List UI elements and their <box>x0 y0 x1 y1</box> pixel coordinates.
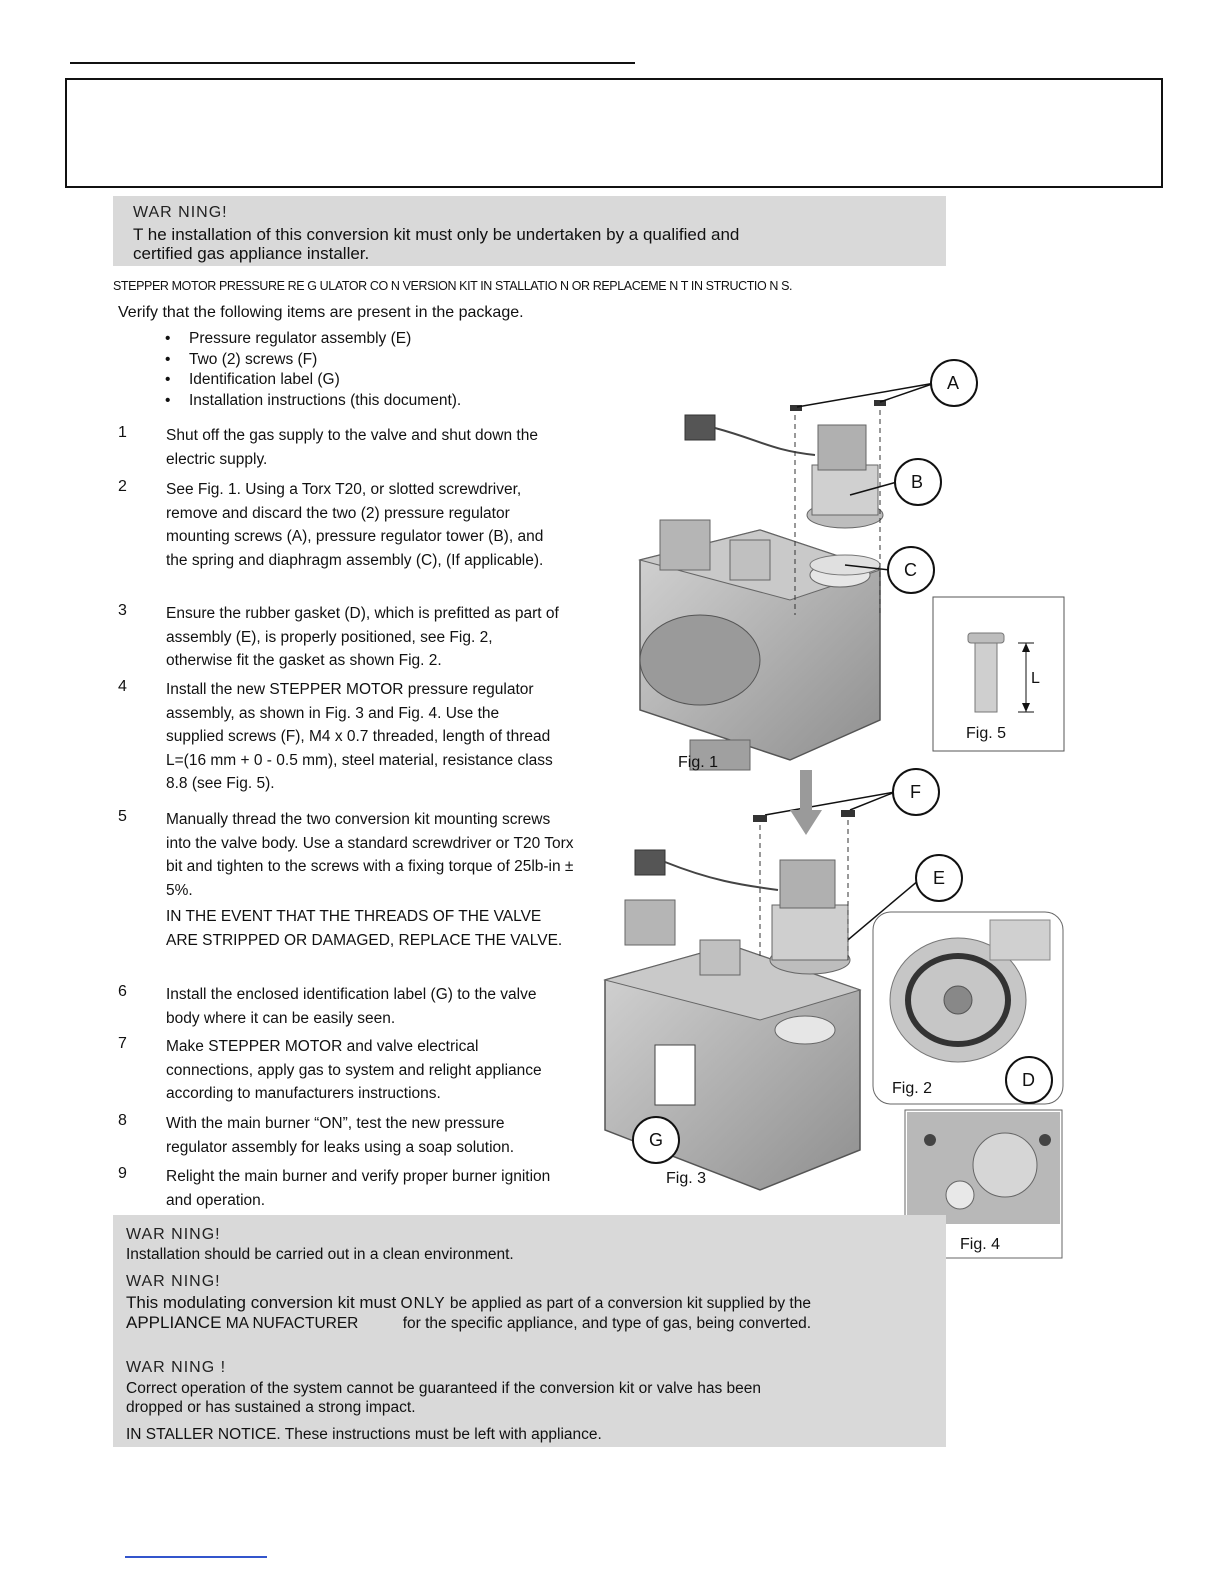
step-number: 6 <box>118 983 127 1000</box>
fig4-caption: Fig. 4 <box>960 1236 1001 1253</box>
step-number: 3 <box>118 602 127 619</box>
section-title: STEPPER MOTOR PRESSURE RE G ULATOR CO N VERSION KIT IN STALLATIO N OR REPLACEME N T IN STRUCTIO N S. <box>113 279 793 293</box>
warning-text: Installation should be carried out in a clean environment. <box>126 1246 514 1263</box>
step-number: 1 <box>118 424 127 441</box>
warning-title: WAR NING! <box>126 1226 221 1243</box>
fig2-caption: Fig. 2 <box>892 1080 933 1097</box>
footer-link-underline[interactable] <box>125 1556 267 1558</box>
intro-text: Verify that the following items are present in the package. <box>118 304 524 321</box>
callout-l: L <box>1031 670 1040 687</box>
step-text: Install the new STEPPER MOTOR pressure regulator assembly, as shown in Fig. 3 and Fig. 4. Use the supplied screws (F), M4 x 0.7 threaded, length of thread L=(16 mm + 0 - 0.5 mm), steel material, resistance class 8.8 (see Fig. 5). <box>166 681 553 792</box>
list-item: • Pressure regulator assembly (E) <box>165 330 412 347</box>
callout-g: G <box>649 1130 664 1150</box>
list-item: • Installation instructions (this document). <box>165 391 462 409</box>
step-text: Manually thread the two conversion kit mounting screws into the valve body. Use a standard screwdriver or T20 Torx bit and tighten to the screws with a fixing torque of 25lb-in ± 5%. <box>166 811 574 899</box>
callout-f: F <box>910 782 921 802</box>
step-text: Make STEPPER MOTOR and valve electrical connections, apply gas to system and relight appliance according to manufacturers instructions. <box>166 1038 542 1102</box>
warning-title: WAR NING! <box>126 1273 221 1290</box>
callout-d: D <box>1022 1070 1035 1090</box>
top-warning-title: WAR NING! <box>133 204 228 221</box>
installer-notice: IN STALLER NOTICE. These instructions must be left with appliance. <box>126 1426 602 1443</box>
callout-b: B <box>911 472 924 492</box>
down-arrow-icon <box>790 770 822 835</box>
step-number: 2 <box>118 478 127 495</box>
list-item: • Two (2) screws (F) <box>165 350 318 368</box>
warning-title: WAR NING ! <box>126 1359 227 1376</box>
top-warning-text: T he installation of this conversion kit must only be undertaken by a qualified and certified gas appliance installer. <box>133 225 740 263</box>
list-item: • Identification label (G) <box>165 371 340 388</box>
step-number: 4 <box>118 678 127 695</box>
warning-text: This modulating conversion kit must ONLY be applied as part of a conversion kit supplied by the APPLIANCE MA NUFACTURER for the specific appliance, and type of gas, being converted. <box>126 1293 812 1332</box>
step-text: Install the enclosed identification label (G) to the valve body where it can be easily seen. <box>166 986 537 1027</box>
callout-e: E <box>933 868 946 888</box>
bottom-warning-box <box>113 1215 946 1447</box>
step-text: Shut off the gas supply to the valve and shut down the electric supply. <box>166 427 538 468</box>
fig3-caption: Fig. 3 <box>666 1170 707 1187</box>
step-number: 7 <box>118 1035 127 1052</box>
step-number: 5 <box>118 808 127 825</box>
step-number: 8 <box>118 1112 127 1129</box>
step-text: With the main burner “ON”, test the new pressure regulator assembly for leaks using a soap solution. <box>166 1115 515 1156</box>
warning-text: Correct operation of the system cannot be guaranteed if the conversion kit or valve has been dropped or has sustained a strong impact. <box>126 1380 762 1416</box>
step-number: 9 <box>118 1165 127 1182</box>
callout-c: C <box>904 560 917 580</box>
fig1-caption: Fig. 1 <box>678 754 719 771</box>
stripped-threads-notice: IN THE EVENT THAT THE THREADS OF THE VALVE ARE STRIPPED OR DAMAGED, REPLACE THE VALVE. <box>166 908 563 949</box>
step-text: Relight the main burner and verify proper burner ignition and operation. <box>166 1168 551 1209</box>
fig5-caption: Fig. 5 <box>966 725 1007 742</box>
step-text: Ensure the rubber gasket (D), which is prefitted as part of assembly (E), is properly positioned, see Fig. 2, otherwise fit the gasket as shown Fig. 2. <box>166 605 559 669</box>
step-text: See Fig. 1. Using a Torx T20, or slotted screwdriver, remove and discard the two (2) pressure regulator mounting screws (A), pressure regulator tower (B), and the spring and diaphragm assembly (C), (If applicable). <box>166 481 544 569</box>
callout-a: A <box>947 373 960 393</box>
